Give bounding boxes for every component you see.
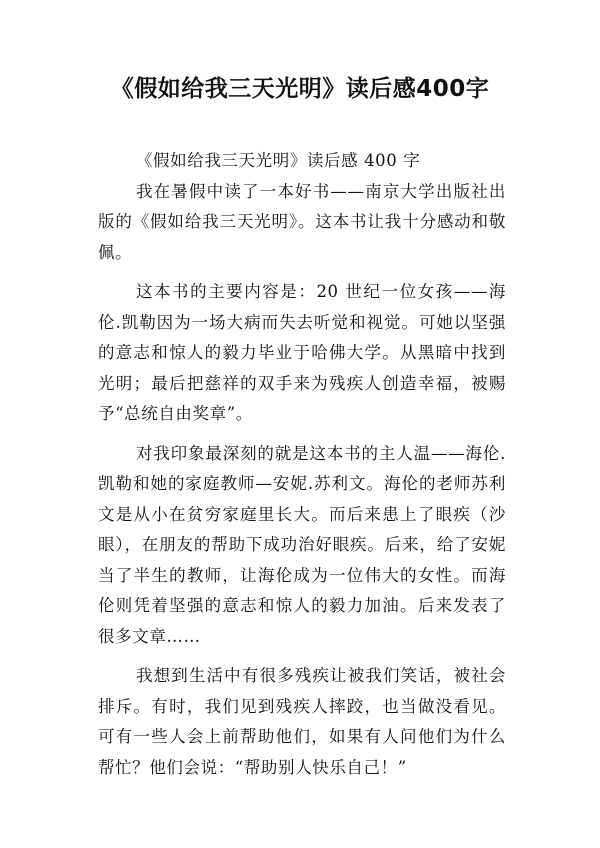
document-title: 《假如给我三天光明》读后感400字 [110,76,490,102]
body-paragraph-3: 对我印象最深刻的就是这本书的主人温——海伦.凯勒和她的家庭教师—安妮.苏利文。海伦的老师苏利文是从小在贫穷家庭里长大。而后来患上了眼疾（沙眼），在朋友的帮助下成功治好眼疾。后来，给了安妮当了半生的教师，让海伦成为一位伟大的女性。而海伦则凭着坚强的意志和惊人的毅力加油。后来发表了很多文章…… [98,443,506,646]
subtitle-paragraph: 《假如给我三天光明》读后感 400 字 [135,151,421,170]
body-paragraph-2: 这本书的主要内容是：20 世纪一位女孩——海伦.凯勒因为一场大病而失去听觉和视觉。可她以坚强的意志和惊人的毅力毕业于哈佛大学。从黑暗中找到光明；最后把慈祥的双手来为残疾人创造幸福，被赐予“总统自由奖章”。 [98,282,506,423]
document-body [98,146,506,783]
body-paragraph-1: 我在暑假中读了一本好书——南京大学出版社出版的《假如给我三天光明》。这本书让我十分感动和敬佩。 [98,181,506,262]
body-paragraph-4: 我想到生活中有很多残疾让被我们笑话，被社会排斥。有时，我们见到残疾人摔跤，也当做没看见。可有一些人会上前帮助他们，如果有人问他们为什么帮忙？他们会说：“帮助别人快乐自己！” [98,666,506,777]
